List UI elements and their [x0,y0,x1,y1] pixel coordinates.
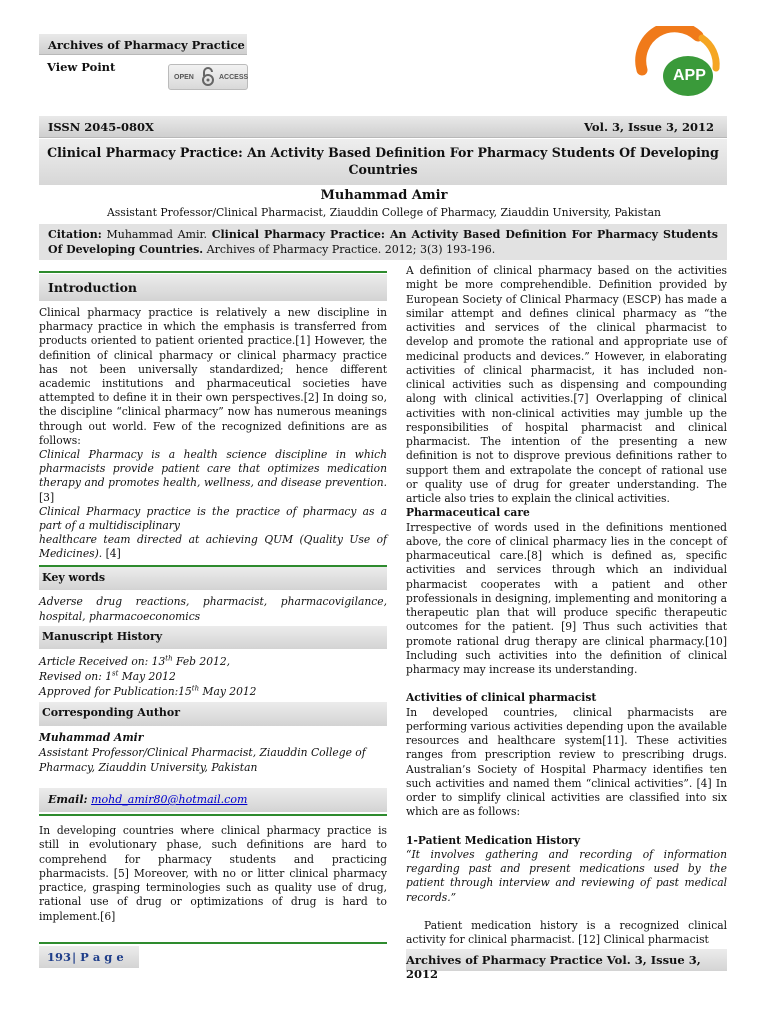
clinical-definition-paragraph: A definition of clinical pharmacy based on the activities might be more comprehendible. Definition provided by European Society of Clinical Pharmacy (ESCP) has made a similar attempt and defines clinical pharmacy as “the activities and services of the clinical pharmacist to develop and promote the rational and appropriate use of medicinal products and devices.” However, in elaborating activities of clinical pharmacist, it has included non-clinical activities such as dispensing and compounding along with clinical activities.[7] Overlapping of clinical activities with non-clinical activities may jumble up the responsibilities of hospital pharmacist and clinical pharmacist. The intention of the presenting a new definition is not to disprove previous definitions rather to support them and extrapolate the concept of rational use or quality use of drug for greater understanding. The article also tries to explain the clinical activities. [406,264,727,505]
received-date: Article Received on: 13th Feb 2012, [39,654,231,668]
citation-label: Citation: [48,228,102,241]
email-link[interactable]: mohd_amir80@hotmail.com [91,793,248,806]
email-bar [39,788,387,812]
article-title-line2: Countries [348,162,418,177]
developing-countries-paragraph: In developing countries where clinical pharmacy practice is still in evolutionary phase, such definitions are hard to comprehend for pharmacy students and practicing pharmacists. [5] Moreover, with no or litter clinical pharmacy practice, grasping terminologies such as quality use of drug, rational use of drug or optimizations of drug is hard to implement.[6] [39,824,387,923]
corresponding-author [39,730,387,775]
definition-2: Clinical Pharmacy practice is the practice of pharmacy as a part of a multidisciplinary healthcare team directed at achieving QUM (Quality Use of Medicines). [4] [39,504,387,561]
corresponding-affiliation: Assistant Professor/Clinical Pharmacist, Ziauddin College of Pharmacy, Ziauddin University, Pakistan [39,746,366,774]
page-number-bar [39,946,139,968]
citation-author: Muhammad Amir. [106,228,208,241]
author-affiliation: Assistant Professor/Clinical Pharmacist, Ziauddin College of Pharmacy, Ziauddin University, Pakistan [106,206,662,219]
intro-paragraph: Clinical pharmacy practice is relatively a new discipline in pharmacy practice in which the emphasis is transferred from products oriented to patient oriented practice.[1] However, the definition of clinical pharmacy or clinical pharmacy practice has not been universally standardized; hence different academic institutions and pharmaceutical societies have attempted to define it in their own perspectives.[2] In doing so, the discipline “clinical pharmacy” now has numerous meanings through out world. Few of the recognized definitions are as follows: [39,306,387,447]
introduction-text [39,306,387,562]
right-column [406,264,727,947]
email-label: Email: [48,793,88,806]
keywords-heading: Key words [39,567,387,590]
approved-date: Approved for Publication:15th May 2012 [39,684,257,698]
open-access-text-access: ACCESS [219,74,249,81]
journal-name-bar [39,34,247,55]
volume-issue: Vol. 3, Issue 3, 2012 [584,120,714,134]
open-access-badge [168,64,248,90]
open-access-lock-icon [200,67,216,87]
issn-volume-bar [39,116,727,138]
article-title-line1: Clinical Pharmacy Practice: An Activity Based Definition For Pharmacy Students Of Developing [47,145,719,160]
patient-medication-history-quote: “It involves gathering and recording of information regarding past and present medications used by the patient through interview and reviewing of past medical records.” [406,847,727,904]
corresponding-author-heading: Corresponding Author [39,702,387,726]
activities-paragraph: In developed countries, clinical pharmacists are performing various activities depending upon the available resources and healthcare system[11]. These activities ranges from prescription review to prescribing drugs. Australian’s Society of Hospital Pharmacy identifies ten such activities and named them “clinical activities”. [4] In order to simplify clinical activities are classified into six which are as follows: [406,705,727,819]
revised-date: Revised on: 1st May 2012 [39,669,176,683]
introduction-heading: Introduction [39,274,387,301]
activities-heading: Activities of clinical pharmacist [406,691,597,705]
article-type: View Point [47,60,116,74]
section-divider [39,271,387,273]
patient-medication-history-heading: 1-Patient Medication History [406,833,581,847]
section-divider [39,814,387,816]
author-name: Muhammad Amir [320,188,448,203]
corresponding-name: Muhammad Amir [39,731,144,744]
journal-name: Archives of Pharmacy Practice [48,38,245,52]
logo-text: APP [673,67,706,84]
citation-title: Clinical Pharmacy Practice: An Activity Based Definition For Pharmacy Students Of Developing Countries. [48,228,718,256]
footer-journal-bar [406,949,727,981]
manuscript-history [39,655,387,699]
citation-source: Archives of Pharmacy Practice. 2012; 3(3) 193-196. [206,243,496,256]
patient-medication-history-paragraph: Patient medication history is a recognized clinical activity for clinical pharmacist. [12] Clinical pharmacist [406,918,727,946]
footer-divider [39,942,387,944]
definition-1: Clinical Pharmacy is a health science discipline in which pharmacists provide patient care that optimizes medication therapy and promotes health, wellness, and disease prevention. [3] [39,448,387,504]
manuscript-history-heading: Manuscript History [39,626,387,649]
page-label: | P a g e [72,950,124,964]
keywords-text: Adverse drug reactions, pharmacist, pharmacovigilance, hospital, pharmacoeconomics [39,595,387,623]
page-number: 193 [47,950,72,964]
footer-journal-issue: Archives of Pharmacy Practice Vol. 3, Issue 3, 2012 [406,953,701,981]
citation-box [39,224,727,260]
issn: ISSN 2045-080X [48,120,154,134]
open-access-text-open: OPEN [174,74,194,81]
pharmaceutical-care-heading: Pharmaceutical care [406,506,530,520]
app-logo-icon [628,26,724,102]
journal-logo [628,26,724,102]
article-title [39,139,727,185]
pharmaceutical-care-paragraph: Irrespective of words used in the definitions mentioned above, the core of clinical pharmacy lies in the concept of pharmaceutical care.[8] which is defined as, specific activities and services through which an individual pharmacist cooperates with a patient and other professionals in designing, implementing and monitoring a therapeutic plan that will produce specific therapeutic outcomes for the patient. [9] Thus such activities that promote rational drug therapy are clinical pharmacy.[10] Including such activities into the definition of clinical pharmacy may increase its understanding. [406,520,727,676]
